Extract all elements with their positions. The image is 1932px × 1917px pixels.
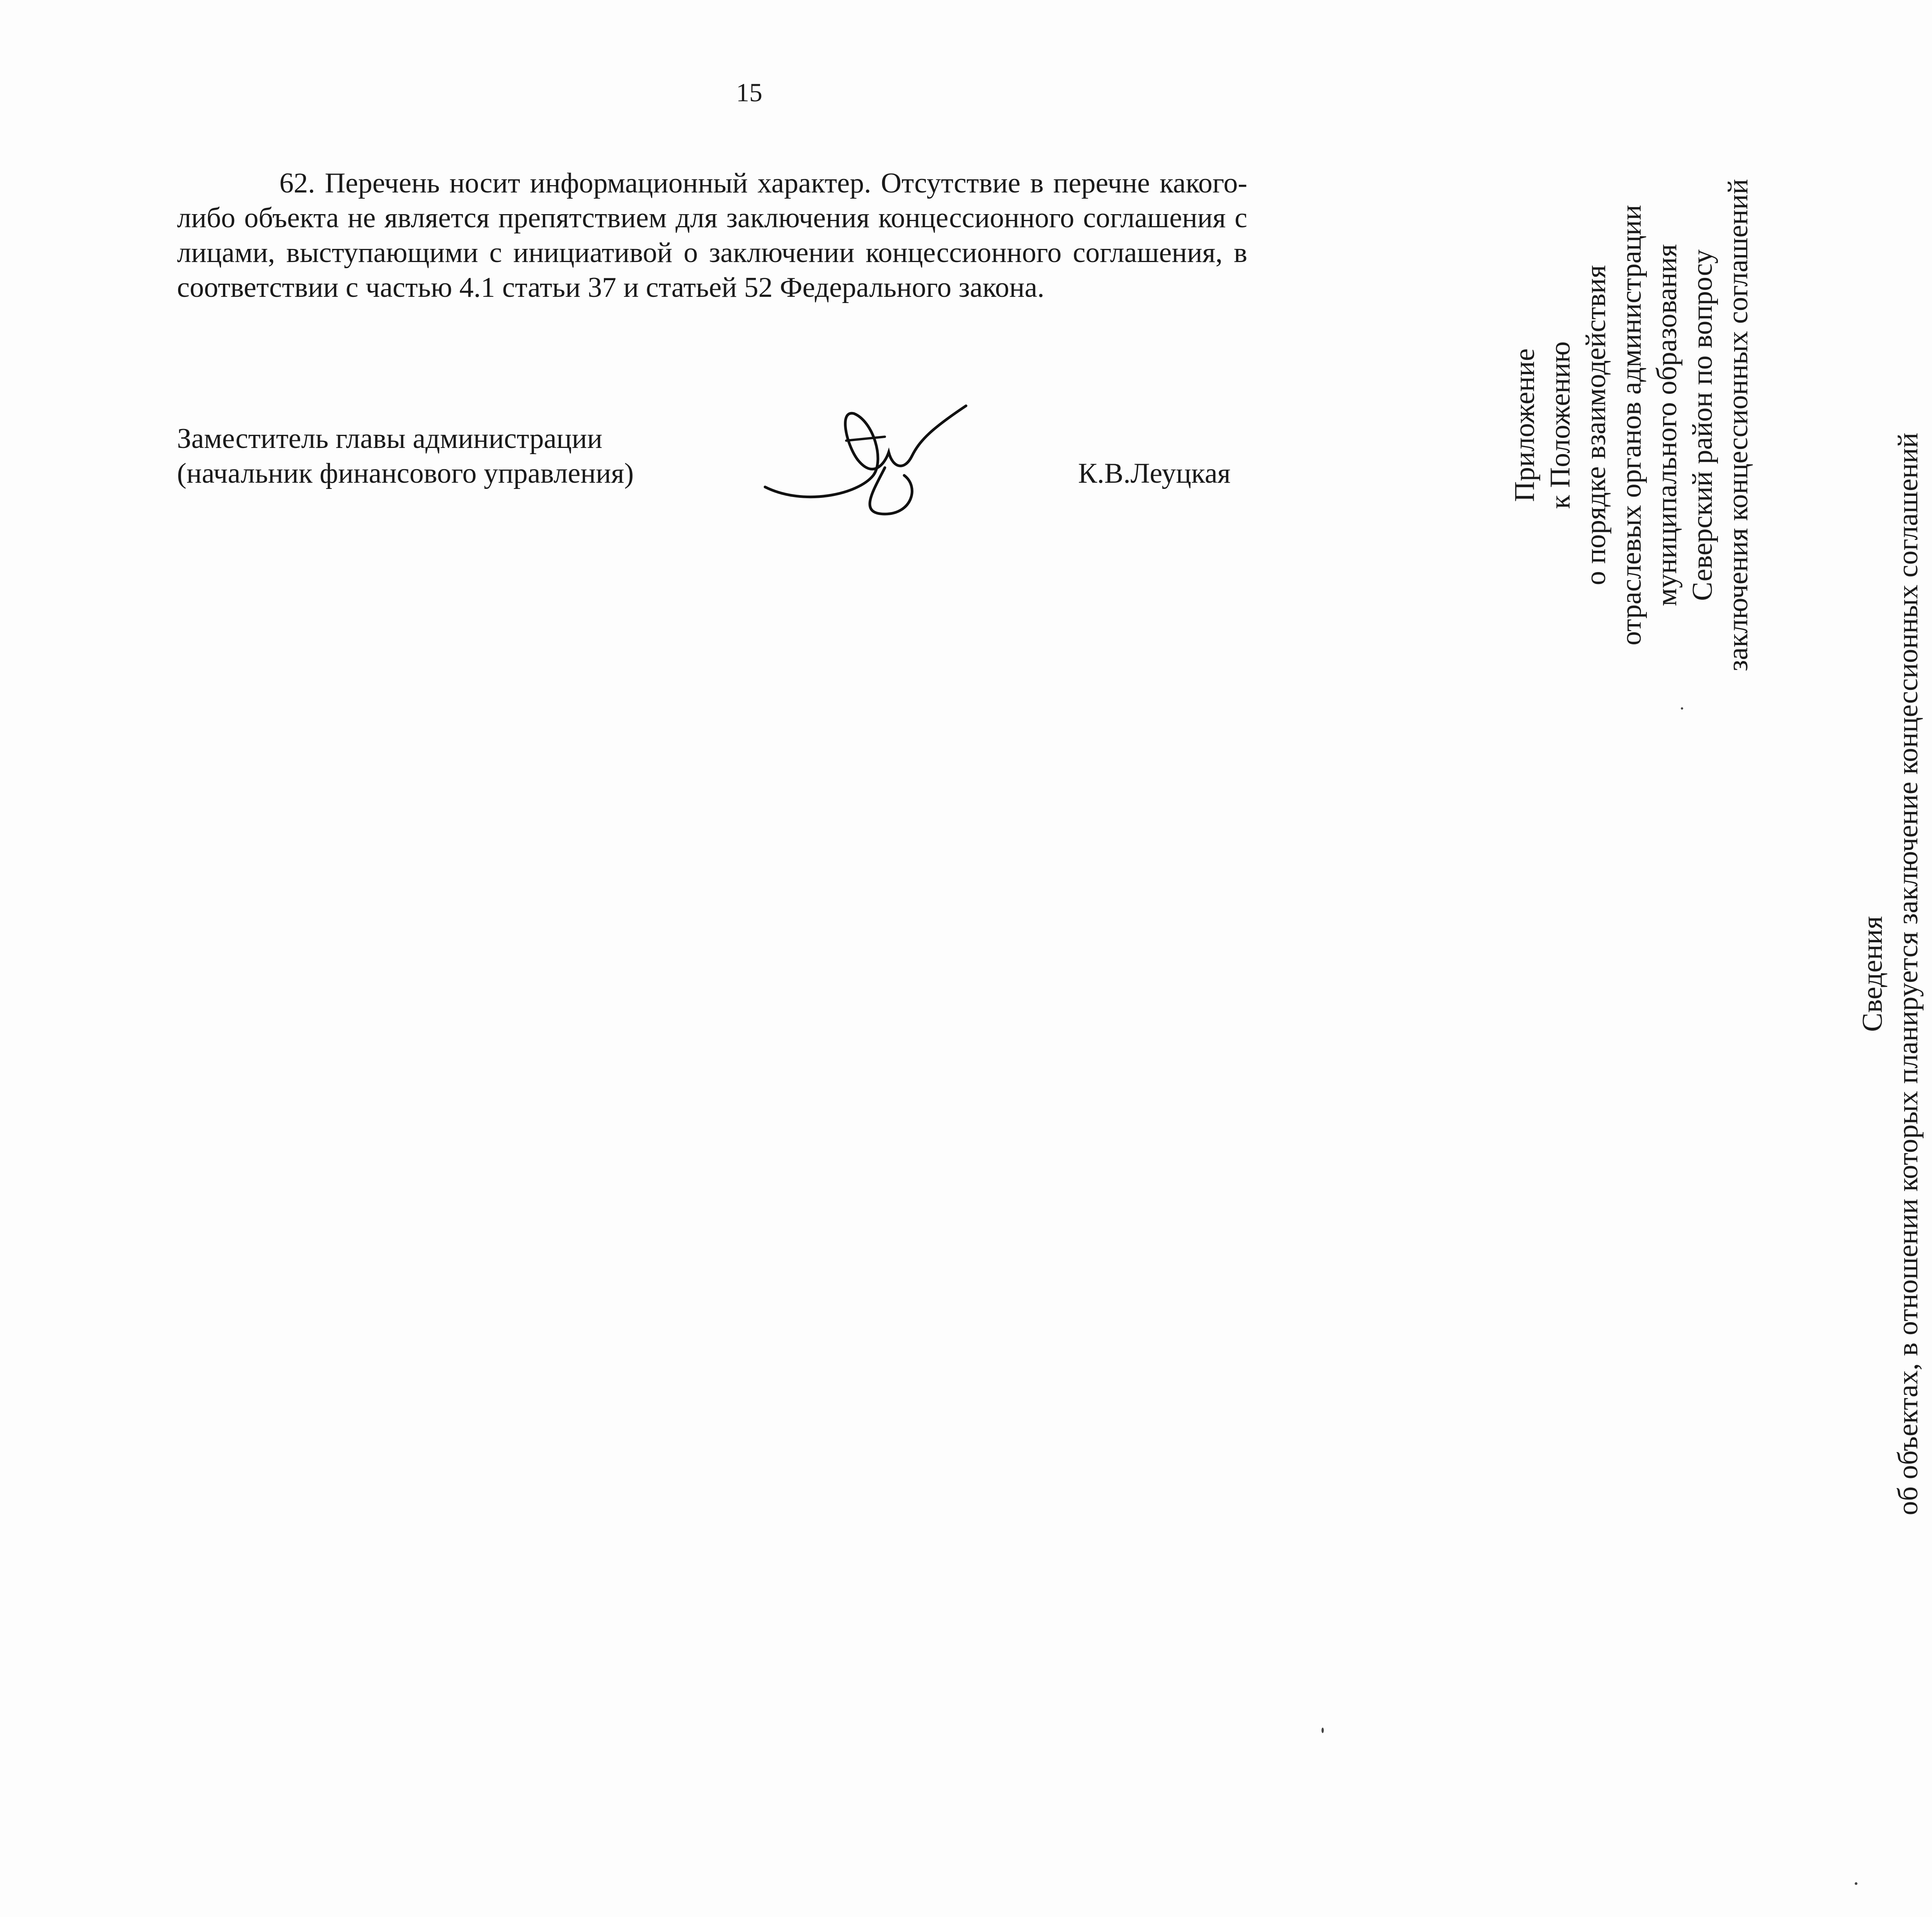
appendix-line: муниципального образования bbox=[1651, 244, 1683, 606]
page-number: 15 bbox=[736, 78, 762, 107]
signatory-name: К.В.Леуцкая bbox=[1078, 458, 1231, 489]
appendix-line: отраслевых органов администрации bbox=[1616, 205, 1647, 645]
scan-speck bbox=[1321, 1728, 1324, 1733]
scan-speck bbox=[1855, 1882, 1857, 1885]
appendix-page-rotated bbox=[1507, 108, 1932, 1778]
table-caption bbox=[1855, 170, 1926, 1778]
signatory-position-line2: (начальник финансового управления) bbox=[177, 458, 634, 489]
appendix-header bbox=[1507, 116, 1756, 734]
appendix-line: Приложение bbox=[1509, 348, 1541, 502]
handwritten-signature bbox=[757, 398, 974, 522]
table-caption-subtitle: об объектах, в отношении которых планируется заключение концессионных соглашений bbox=[1892, 432, 1924, 1515]
appendix-line: к Положению bbox=[1544, 341, 1576, 509]
table-caption-title: Сведения bbox=[1857, 916, 1888, 1032]
appendix-line: Северский район по вопросу bbox=[1687, 249, 1718, 601]
appendix-line: о порядке взаимодействия bbox=[1580, 265, 1612, 586]
scan-speck bbox=[1681, 707, 1683, 710]
signatory-position bbox=[177, 421, 634, 491]
appendix-line: заключения концессионных соглашений bbox=[1722, 179, 1754, 671]
paragraph-62: 62. Перечень носит информационный характер. Отсутствие в перечне какого-либо объекта не является препятствием для заключения концессионного соглашения с лицами, выступающими с инициативой о заключении концессионного соглашения, в соответствии с частью 4.1 статьи 37 и статьей 52 Федерального закона. bbox=[177, 167, 1247, 303]
signatory-position-line1: Заместитель главы администрации bbox=[177, 423, 602, 455]
